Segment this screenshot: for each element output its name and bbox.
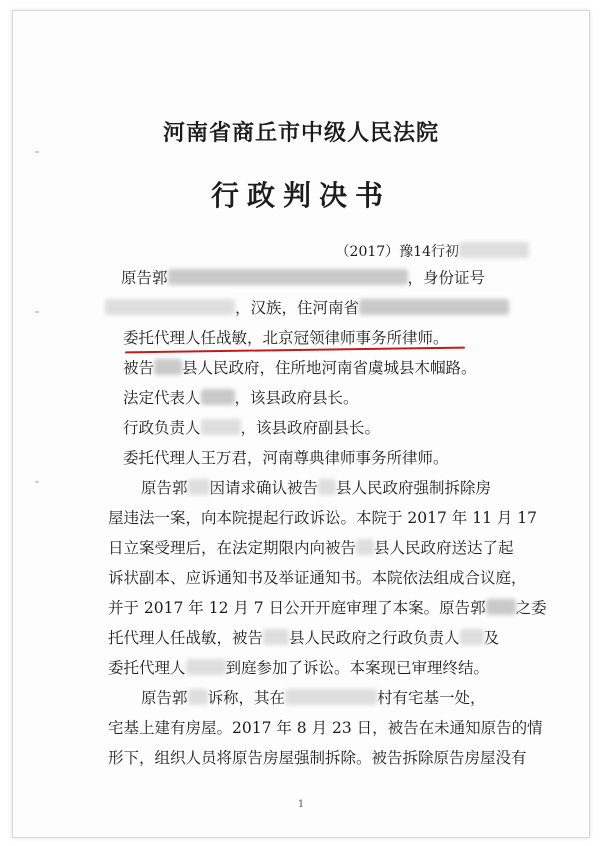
redaction (186, 659, 226, 675)
text-line: ，汉族，住河南省 (105, 298, 509, 318)
text-line: 日立案受理后，在法定期限内向被告 县人民政府送达了起 (108, 539, 514, 557)
redaction (318, 479, 336, 495)
text-line: 原告郭 因请求确认被告 县人民政府强制拆除房 (141, 479, 492, 497)
redaction (356, 539, 374, 555)
text-line: 宅基上建有房屋。2017 年 8 月 23 日，被告在未通知原告的情 (108, 719, 543, 737)
page-number: 1 (297, 799, 305, 810)
text-line: 法定代表人 ，该县政府县长。 (123, 389, 359, 407)
text-line: 被告 县人民政府，住所地河南省虞城县木帼路。 (123, 359, 477, 377)
redaction (188, 479, 210, 495)
case-number (336, 241, 529, 261)
redaction (201, 389, 235, 405)
text-line: 原告郭 ，身份证号 (121, 269, 486, 287)
redaction (201, 419, 241, 435)
redaction (359, 299, 509, 315)
redaction (188, 689, 208, 705)
scan-mark (35, 311, 39, 313)
text-line: 委托代理人王万君，河南尊典律师事务所律师。 (123, 449, 449, 467)
redaction (154, 359, 182, 375)
scan-mark (35, 151, 39, 153)
scan-mark (35, 481, 39, 483)
case-number-text: （2017）豫14行初 (335, 244, 459, 260)
redaction (460, 629, 484, 645)
court-name: 河南省商丘市中级人民法院 (162, 120, 439, 146)
redaction (105, 299, 235, 315)
document-title: 行政判决书 (210, 179, 391, 212)
text-line: 屋违法一案，向本院提起行政诉讼。本院于 2017 年 11 月 17 (108, 509, 538, 527)
redaction (459, 242, 529, 258)
text-line: 委托代理人任战敏，北京冠领律师事务所律师。 (123, 329, 449, 347)
document-page (12, 10, 590, 838)
redaction (486, 599, 516, 615)
text-line: 原告郭 诉称，其在 村有宅基一处， (141, 689, 486, 707)
text-line: 托代理人任战敏，被告 县人民政府之行政负责人 及 (108, 629, 500, 647)
text-line: 行政负责人 ，该县政府副县长。 (123, 419, 381, 437)
redaction (168, 269, 408, 285)
text-line: 并于 2017 年 12 月 7 日公开开庭审理了本案。原告郭 之委 (108, 599, 547, 617)
text-line: 委托代理人 到庭参加了诉讼。本案现已审理终结。 (108, 659, 490, 677)
text-line: 诉状副本、应诉通知书及举证通知书。本院依法组成合议庭， (108, 569, 527, 587)
redaction (263, 629, 289, 645)
text-line: 形下，组织人员将原告房屋强制拆除。被告拆除原告房屋没有 (108, 749, 527, 767)
redaction (285, 689, 377, 705)
